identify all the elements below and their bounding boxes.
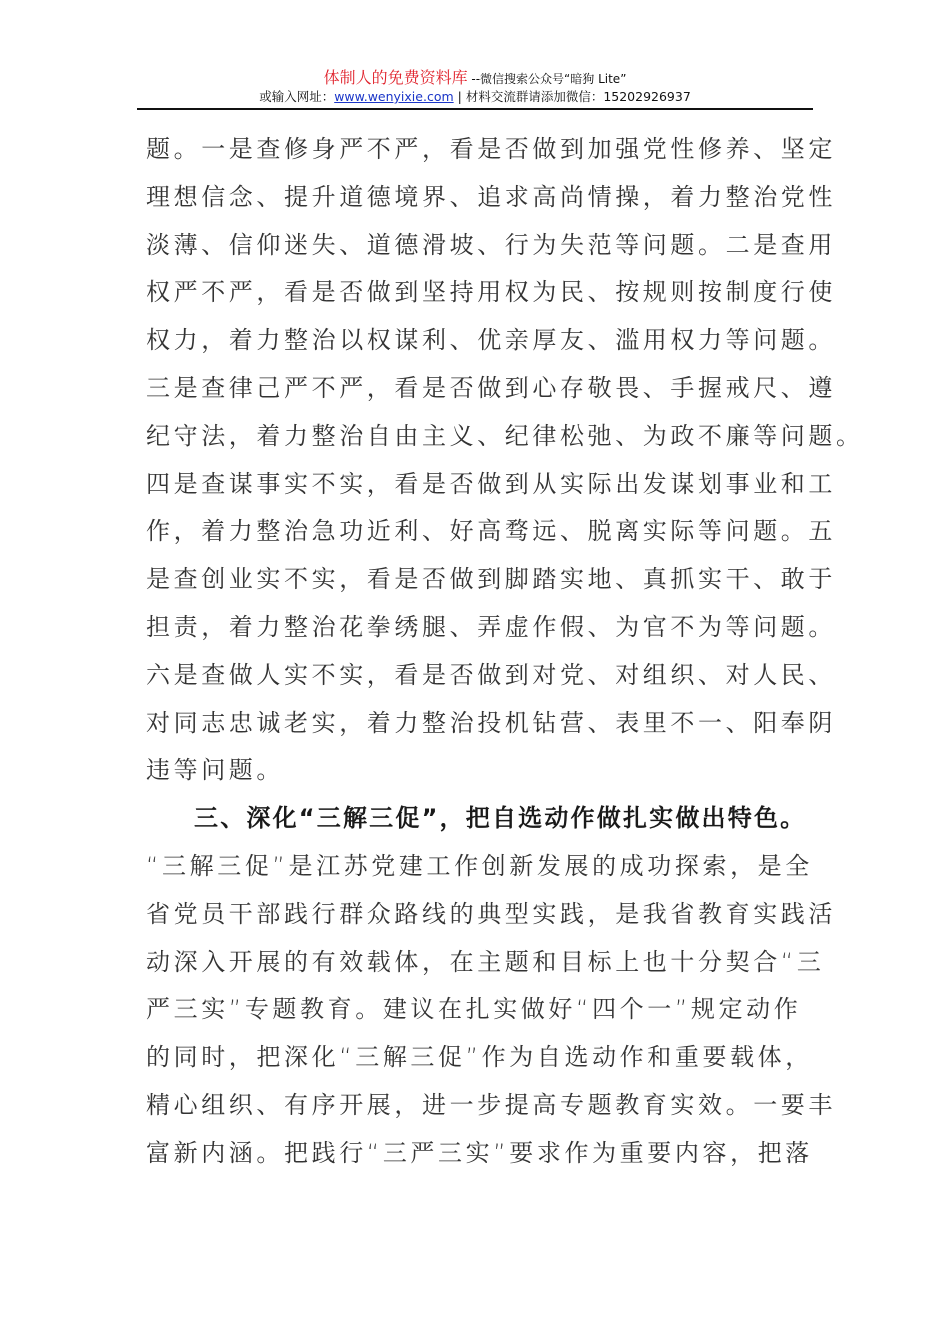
text-line: 理想信念、提升道德境界、追求高尚情操，着力整治党性 [146,182,836,211]
text-line: 精心组织、有序开展，进一步提高专题教育实效。一要丰 [146,1090,836,1119]
text-line: 富新内涵。把践行“三严三实”要求作为重要内容，把落 [146,1138,813,1167]
header-title-line [137,68,813,88]
text-line: 对同志忠诚老实，着力整治投机钻营、表里不一、阳奉阴 [146,708,836,737]
text-line: 淡薄、信仰迷失、道德滑坡、行为失范等问题。二是查用 [146,230,836,259]
section-heading: 三、深化“三解三促”，把自选动作做扎实做出特色。 [194,804,807,833]
text-line: 纪守法，着力整治自由主义、纪律松弛、为政不廉等问题。 [146,421,864,450]
text-line: 三是查律己严不严，看是否做到心存敬畏、手握戒尺、遵 [146,373,836,402]
header-contact-line [137,88,813,106]
text-line: 题。一是查修身严不严，看是否做到加强党性修养、坚定 [146,135,836,163]
text-line: 担责，着力整治花拳绣腿、弄虚作假、为官不为等问题。 [146,612,836,641]
text-line: 动深入开展的有效载体，在主题和目标上也十分契合“三 [146,947,825,976]
header-url-link[interactable]: www.wenyixie.com [334,89,454,104]
page-header [137,68,813,106]
document-body [146,126,864,1178]
header-contact: 材料交流群请添加微信：15202926937 [465,89,691,104]
text-line: 省党员干部践行群众路线的典型实践，是我省教育实践活 [146,899,836,928]
text-line: 的同时，把深化“三解三促”作为自选动作和重要载体， [146,1043,813,1072]
text-line: 严三实”专题教育。建议在扎实做好“四个一”规定动作 [146,995,802,1024]
text-line: “三解三促”是江苏党建工作创新发展的成功探索，是全 [146,851,813,880]
text-line: 权力，着力整治以权谋利、优亲厚友、滥用权力等问题。 [146,326,836,355]
header-tagline: --微信搜索公众号“暗狗 Lite” [467,72,627,86]
header-url-prefix: 或输入网址： [259,89,335,104]
header-divider [137,108,813,110]
text-line: 是查创业实不实，看是否做到脚踏实地、真抓实干、敢于 [146,565,836,594]
text-line: 违等问题。 [146,756,284,785]
header-brand: 体制人的免费资料库 [323,68,468,87]
text-line: 作，着力整治急功近利、好高骛远、脱离实际等问题。五 [146,517,836,546]
text-line: 四是查谋事实不实，看是否做到从实际出发谋划事业和工 [146,469,836,498]
header-separator: | [453,89,466,104]
text-line: 六是查做人实不实，看是否做到对党、对组织、对人民、 [146,660,836,689]
text-line: 权严不严，看是否做到坚持用权为民、按规则按制度行使 [146,278,836,307]
